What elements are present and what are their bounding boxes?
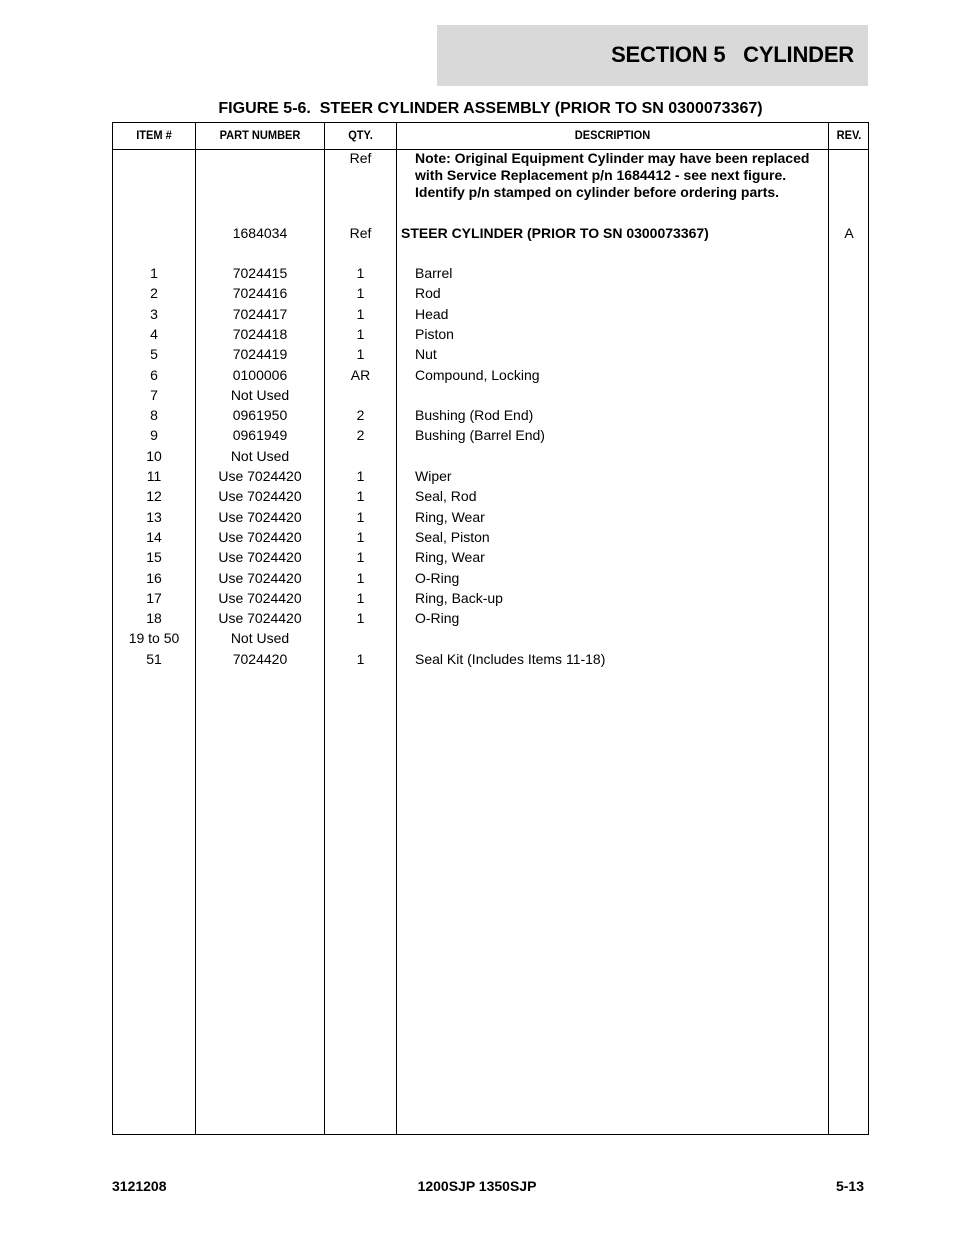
item-number: 5 xyxy=(150,346,158,362)
footer-doc-number: 3121208 xyxy=(112,1178,167,1194)
quantity: 1 xyxy=(356,529,365,545)
description: O-Ring xyxy=(415,610,460,626)
note-text: Note: Original Equipment Cylinder may have been replaced with Service Replacement p/n 1684412 - see next figure. Identify p/n stamped on cylinder before ordering parts. xyxy=(415,150,810,200)
item-number: 2 xyxy=(150,285,158,301)
item-number: 1 xyxy=(150,265,158,281)
quantity: 1 xyxy=(356,509,365,525)
description: Ring, Wear xyxy=(415,549,485,565)
item-number: 18 xyxy=(146,610,162,626)
header-part-number: PART NUMBER xyxy=(219,128,301,142)
section-header xyxy=(437,25,868,86)
quantity: 1 xyxy=(356,265,365,281)
item-number: 11 xyxy=(146,468,162,484)
quantity: 1 xyxy=(356,346,365,362)
description: Head xyxy=(415,306,449,322)
part-number: Use 7024420 xyxy=(218,610,302,626)
part-number: Use 7024420 xyxy=(218,529,302,545)
part-number: Not Used xyxy=(230,448,290,464)
part-number: Use 7024420 xyxy=(218,488,302,504)
header-description: DESCRIPTION xyxy=(574,128,651,142)
part-number: 7024417 xyxy=(232,306,288,322)
part-number: Use 7024420 xyxy=(218,549,302,565)
part-number: 0961949 xyxy=(232,427,288,443)
quantity: 1 xyxy=(356,326,365,342)
header-qty: QTY. xyxy=(348,128,373,142)
item-number: 9 xyxy=(150,427,158,443)
quantity: 1 xyxy=(356,549,365,565)
quantity: 1 xyxy=(356,468,365,484)
part-number: Use 7024420 xyxy=(218,590,302,606)
header-item: ITEM # xyxy=(136,128,172,142)
column-divider xyxy=(828,123,829,1134)
part-number: 7024418 xyxy=(232,326,288,342)
part-number: 7024415 xyxy=(232,265,288,281)
quantity: 1 xyxy=(356,306,365,322)
description: Seal, Piston xyxy=(415,529,490,545)
item-number: 4 xyxy=(150,326,158,342)
item-number: 51 xyxy=(146,651,162,667)
part-number: Not Used xyxy=(230,630,290,646)
item-number: 17 xyxy=(146,590,162,606)
description: Seal Kit (Includes Items 11-18) xyxy=(415,651,606,667)
description: Bushing (Barrel End) xyxy=(415,427,545,443)
description: Seal, Rod xyxy=(415,488,477,504)
footer-models: 1200SJP 1350SJP xyxy=(417,1178,537,1194)
item-number: 12 xyxy=(146,488,162,504)
description: Nut xyxy=(415,346,437,362)
part-number: 0100006 xyxy=(232,367,288,383)
note-qty: Ref xyxy=(349,150,372,166)
part-number: 7024419 xyxy=(232,346,288,362)
quantity: 1 xyxy=(356,570,365,586)
item-number: 7 xyxy=(150,387,158,403)
quantity: AR xyxy=(350,367,371,383)
assembly-description: STEER CYLINDER (PRIOR TO SN 0300073367) xyxy=(401,225,709,241)
part-number: Use 7024420 xyxy=(218,570,302,586)
item-number: 3 xyxy=(150,306,158,322)
item-number: 15 xyxy=(146,549,162,565)
part-number: 0961950 xyxy=(232,407,288,423)
assembly-qty: Ref xyxy=(349,225,372,241)
description: Barrel xyxy=(415,265,453,281)
assembly-rev: A xyxy=(844,225,854,241)
quantity: 1 xyxy=(356,285,365,301)
part-number: Use 7024420 xyxy=(218,509,302,525)
item-number: 10 xyxy=(146,448,162,464)
quantity: 1 xyxy=(356,488,365,504)
item-number: 6 xyxy=(150,367,158,383)
figure-title: FIGURE 5-6. STEER CYLINDER ASSEMBLY (PRIOR TO SN 0300073367) xyxy=(218,100,763,117)
quantity: 2 xyxy=(356,427,365,443)
parts-table xyxy=(112,122,869,1135)
quantity: 1 xyxy=(356,651,365,667)
description: O-Ring xyxy=(415,570,460,586)
description: Compound, Locking xyxy=(415,367,540,383)
item-number: 19 to 50 xyxy=(128,630,180,646)
header-rev: REV. xyxy=(836,128,862,142)
description: Piston xyxy=(415,326,454,342)
assembly-part-number: 1684034 xyxy=(232,225,288,241)
item-number: 13 xyxy=(146,509,162,525)
description: Rod xyxy=(415,285,441,301)
quantity: 1 xyxy=(356,610,365,626)
footer-page-number: 5-13 xyxy=(835,1178,864,1194)
item-number: 16 xyxy=(146,570,162,586)
quantity: 2 xyxy=(356,407,365,423)
description: Ring, Back-up xyxy=(415,590,503,606)
part-number: Not Used xyxy=(230,387,290,403)
description: Bushing (Rod End) xyxy=(415,407,534,423)
section-title: SECTION 5 CYLINDER xyxy=(611,42,854,67)
part-number: Use 7024420 xyxy=(218,468,302,484)
item-number: 8 xyxy=(150,407,158,423)
part-number: 7024416 xyxy=(232,285,288,301)
description: Ring, Wear xyxy=(415,509,485,525)
quantity: 1 xyxy=(356,590,365,606)
description: Wiper xyxy=(415,468,452,484)
item-number: 14 xyxy=(146,529,162,545)
part-number: 7024420 xyxy=(232,651,288,667)
column-divider xyxy=(396,123,397,1134)
